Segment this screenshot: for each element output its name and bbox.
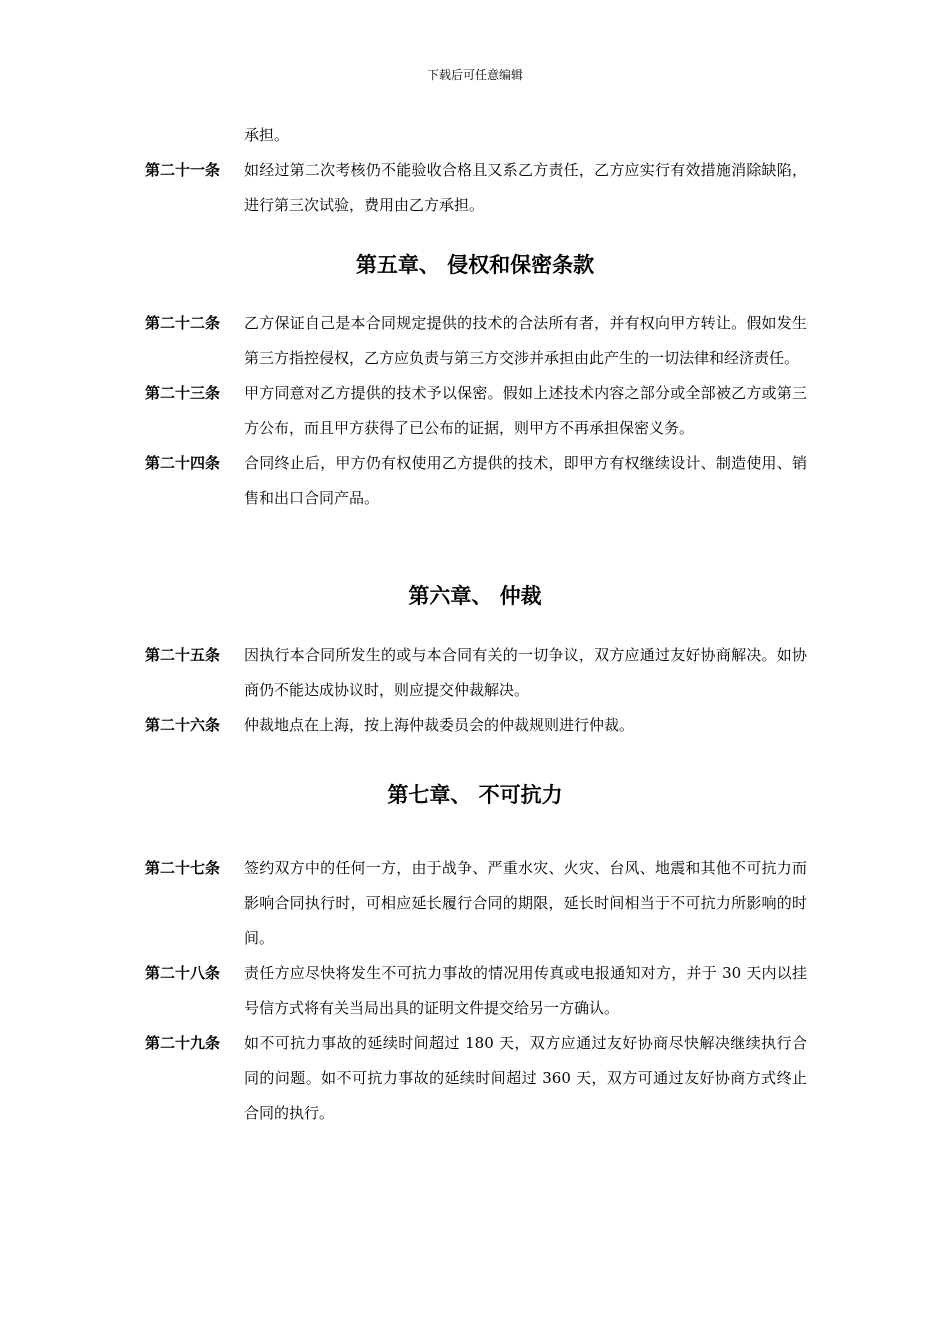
article-label: 第二十二条: [145, 314, 221, 332]
article-text: 签约双方中的任何一方，由于战争、严重水灾、火灾、台风、地震和其他不可抗力而影响合同执行时，可相应延长履行合同的期限，延长时间相当于不可抗力所影响的时间。: [244, 859, 807, 947]
article-label: 第二十六条: [145, 716, 221, 734]
article-22: [0, 306, 950, 376]
article-label: 第二十八条: [145, 964, 221, 982]
article-text: 如经过第二次考核仍不能验收合格且又系乙方责任，乙方应实行有效措施消除缺陷，进行第三次试验，费用由乙方承担。: [244, 161, 807, 214]
chapter-7-articles: [0, 851, 950, 1131]
article-26: [0, 708, 950, 743]
article-21: [0, 153, 950, 223]
article-label: 第二十七条: [145, 859, 221, 877]
section-4-tail: [0, 118, 950, 223]
chapter-7-title: 第七章、 不可抗力: [387, 782, 563, 807]
article-29: [0, 1026, 950, 1131]
chapter-5-title: 第五章、 侵权和保密条款: [355, 252, 595, 277]
chapter-6-title: 第六章、 仲裁: [408, 583, 542, 608]
continuation-line: [0, 118, 950, 153]
article-label: 第二十五条: [145, 646, 221, 664]
article-text: 合同终止后，甲方仍有权使用乙方提供的技术，即甲方有权继续设计、制造使用、销售和出口合同产品。: [244, 454, 807, 507]
article-text: 因执行本合同所发生的或与本合同有关的一切争议，双方应通过友好协商解决。如协商仍不能达成协议时，则应提交仲裁解决。: [244, 646, 807, 699]
article-27: [0, 851, 950, 956]
article-text: 甲方同意对乙方提供的技术予以保密。假如上述技术内容之部分或全部被乙方或第三方公布，而且甲方获得了已公布的证据，则甲方不再承担保密义务。: [244, 384, 807, 437]
article-label: 第二十一条: [145, 161, 221, 179]
article-text: 乙方保证自己是本合同规定提供的技术的合法所有者，并有权向甲方转让。假如发生第三方指控侵权，乙方应负责与第三方交涉并承担由此产生的一切法律和经济责任。: [244, 314, 807, 367]
continuation-text: 承担。: [244, 126, 290, 144]
article-text: 责任方应尽快将发生不可抗力事故的情况用传真或电报通知对方，并于 30 天内以挂号信方式将有关当局出具的证明文件提交给另一方确认。: [244, 964, 807, 1017]
article-25: [0, 638, 950, 708]
article-24: [0, 446, 950, 516]
article-label: 第二十九条: [145, 1034, 221, 1052]
article-text: 仲裁地点在上海，按上海仲裁委员会的仲裁规则进行仲裁。: [244, 716, 635, 734]
article-label: 第二十三条: [145, 384, 221, 402]
page-header: 下载后可任意编辑: [426, 68, 523, 82]
chapter-5-articles: [0, 306, 950, 516]
article-label: 第二十四条: [145, 454, 221, 472]
article-text: 如不可抗力事故的延续时间超过 180 天，双方应通过友好协商尽快解决继续执行合同的问题。如不可抗力事故的延续时间超过 360 天，双方可通过友好协商方式终止合同的执行。: [244, 1034, 807, 1122]
article-28: [0, 956, 950, 1026]
chapter-6-articles: [0, 638, 950, 743]
article-23: [0, 376, 950, 446]
